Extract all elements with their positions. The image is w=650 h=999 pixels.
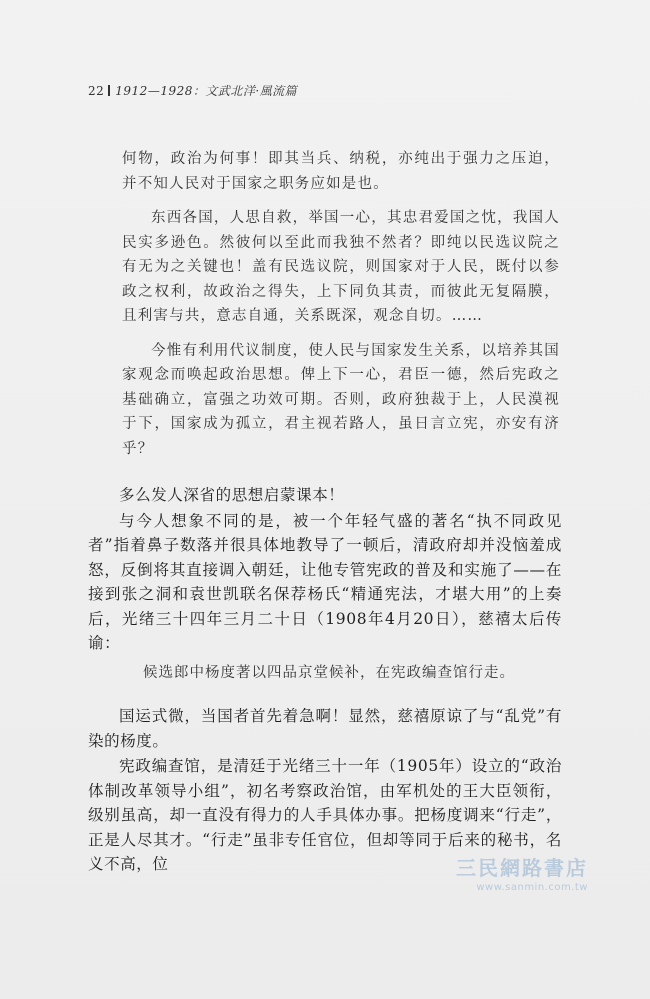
quote-paragraph-3: 今惟有利用代议制度，使人民与国家发生关系，以培养其国家观念而唤起政治思想。俾上下一心，君臣一德，然后宪政之基础确立，富强之功效可期。否则，政府独裁于上，人民漠视于下，国家成为孤立，君主视若路人，虽日言立宪，亦安有济乎？ <box>122 342 560 457</box>
quote-paragraph-1: 何物，政治为何事！即其当兵、纳税，亦纯出于强力之压迫，并不知人民对于国家之职务应如是也。 <box>122 151 560 192</box>
body-paragraph-3: 国运式微，当国者首先着急啊！显然，慈禧原谅了与“乱党”有染的杨度。 <box>88 707 562 750</box>
body-paragraph-1: 多么发人深省的思想启蒙课本！ <box>119 486 345 504</box>
body-paragraph-2: 与今人想象不同的是，被一个年轻气盛的著名“执不同政见者”指着鼻子数落并很具体地教导了一顿后，清政府却并没恼羞成怒，反倒将其直接调入朝廷，让他专管宪政的普及和实施了——在接到张之洞和袁世凯联名保荐杨氏“精通宪法，才堪大用”的上奏后，光绪三十四年三月二十日（1908年4月20日），慈禧太后传谕： <box>88 511 562 652</box>
quote-block <box>122 147 560 461</box>
quote-paragraph-2: 东西各国，人思自救，举国一心，其忠君爱国之忱，我国人民实多逊色。然彼何以至此而我独不然者？即纯以民选议院之有无为之关键也！盖有民选议院，则国家对于人民，既付以参政之权利，故政治之得失，上下同负其责，而彼此无复隔膜，且利害与共，意志自通，关系既深，观念自切。…… <box>122 210 560 324</box>
watermark-text: 三民網路書店 <box>456 856 588 880</box>
header-divider <box>108 85 110 96</box>
book-title: 1912—1928：文武北洋·風流篇 <box>115 84 298 98</box>
watermark <box>408 852 588 893</box>
body-paragraph-4: 宪政编查馆，是清廷于光绪三十一年（1905年）设立的“政治体制改革领导小组”，初名考察政治馆，由军机处的王大臣领衔，级别虽高，却一直没有得力的人手具体办事。把杨度调来“行走”，正是人尽其才。“行走”虽非专任官位，但却等同于后来的秘书，名义不高，位 <box>88 757 562 873</box>
running-head <box>88 82 297 99</box>
watermark-url: www.sanmin.com.tw <box>476 882 588 893</box>
body-text-1 <box>88 483 562 656</box>
edict-quote: 候选郎中杨度著以四品京堂候补，在宪政编查馆行走。 <box>143 665 515 681</box>
body-text-2 <box>88 704 562 877</box>
page-number: 22 <box>88 84 105 98</box>
